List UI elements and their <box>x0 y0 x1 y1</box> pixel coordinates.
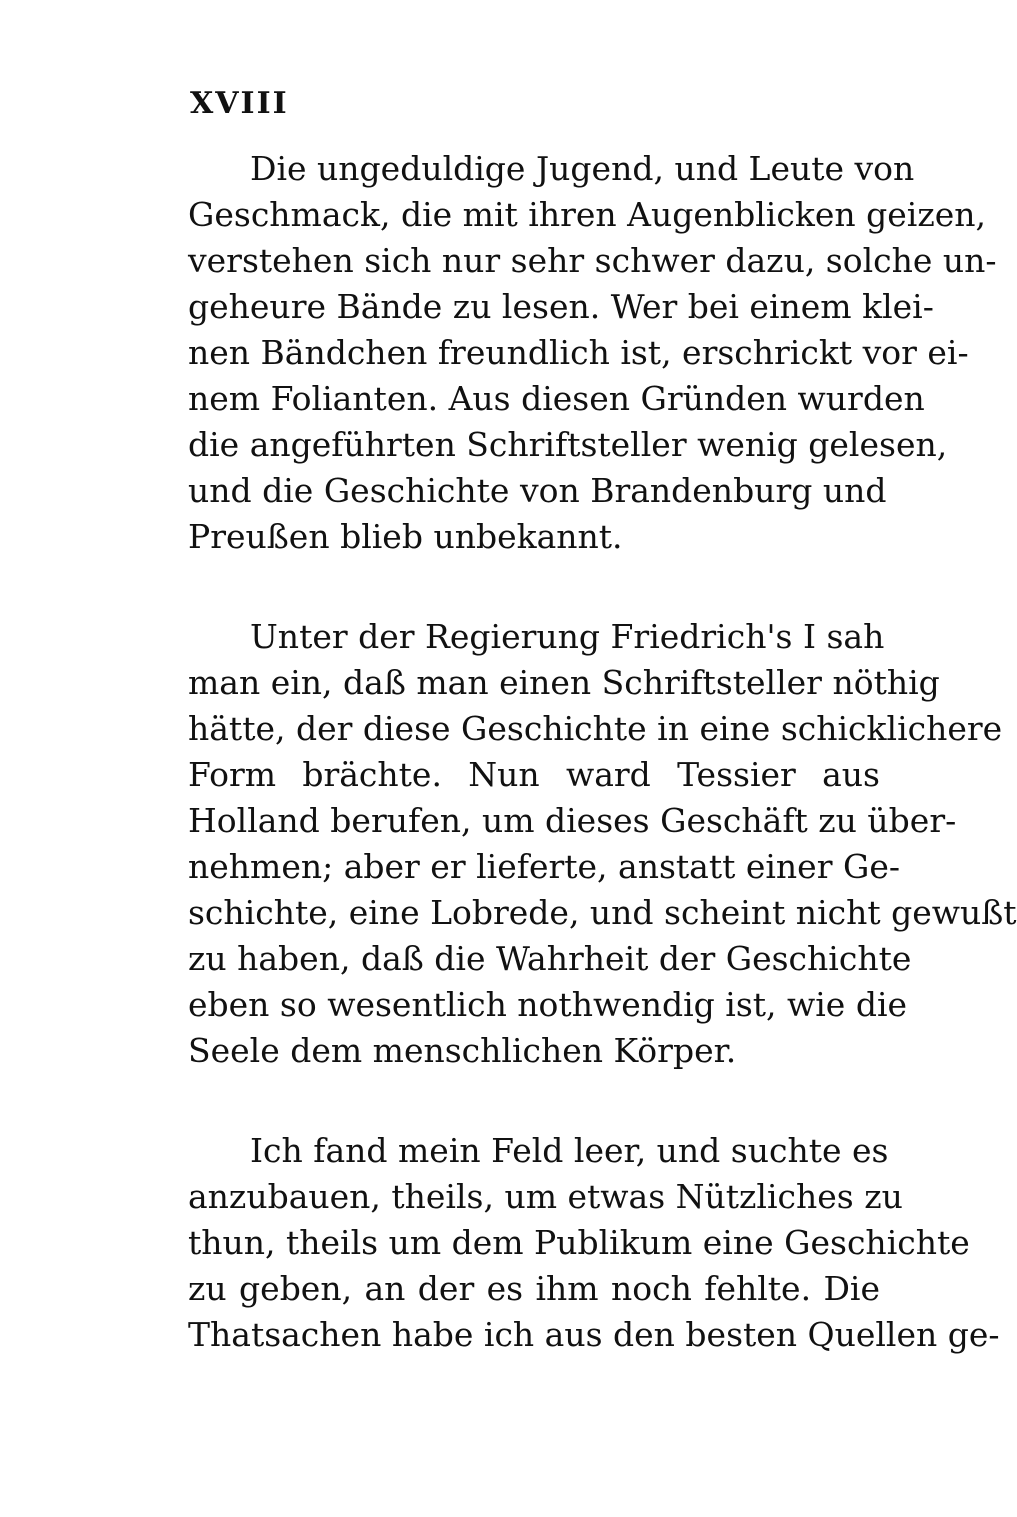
text-line: Thatsachen habe ich aus den besten Quellen ge- <box>188 1315 1000 1354</box>
text-line: verstehen sich nur sehr schwer dazu, solche un- <box>188 241 997 280</box>
text-line: nem Folianten. Aus diesen Gründen wurden <box>188 379 925 418</box>
text-line: hätte, der diese Geschichte in eine schicklichere <box>188 709 1003 748</box>
text-line: zu geben, an der es ihm noch fehlte. Die <box>188 1269 880 1308</box>
page-number: XVIII <box>190 86 289 121</box>
paragraph-1 <box>188 146 997 560</box>
text-line: und die Geschichte von Brandenburg und <box>188 471 887 510</box>
text-line: die angeführten Schriftsteller wenig gelesen, <box>188 425 948 464</box>
text-line: nen Bändchen freundlich ist, erschrickt vor ei- <box>188 333 969 372</box>
text-line: Ich fand mein Feld leer, und suchte es <box>250 1131 889 1170</box>
text-line: Seele dem menschlichen Körper. <box>188 1031 737 1070</box>
text-line: Geschmack, die mit ihren Augenblicken geizen, <box>188 195 986 234</box>
paragraph-3 <box>188 1128 1000 1358</box>
text-line: Preußen blieb unbekannt. <box>188 517 623 556</box>
text-line: Form brächte. Nun ward Tessier aus <box>188 755 880 794</box>
text-line: geheure Bände zu lesen. Wer bei einem klei- <box>188 287 934 326</box>
paragraph-2 <box>188 614 1017 1074</box>
text-line: anzubauen, theils, um etwas Nützliches zu <box>188 1177 903 1216</box>
text-line: man ein, daß man einen Schriftsteller nöthig <box>188 663 940 702</box>
text-line: eben so wesentlich nothwendig ist, wie die <box>188 985 908 1024</box>
text-line: thun, theils um dem Publikum eine Geschichte <box>188 1223 970 1262</box>
text-line: nehmen; aber er lieferte, anstatt einer Ge- <box>188 847 901 886</box>
text-line: Unter der Regierung Friedrich's I sah <box>250 617 885 656</box>
text-line: Die ungeduldige Jugend, und Leute von <box>250 149 915 188</box>
text-line: Holland berufen, um dieses Geschäft zu über- <box>188 801 957 840</box>
text-line: zu haben, daß die Wahrheit der Geschichte <box>188 939 912 978</box>
text-line: schichte, eine Lobrede, und scheint nicht gewußt <box>188 893 1017 932</box>
